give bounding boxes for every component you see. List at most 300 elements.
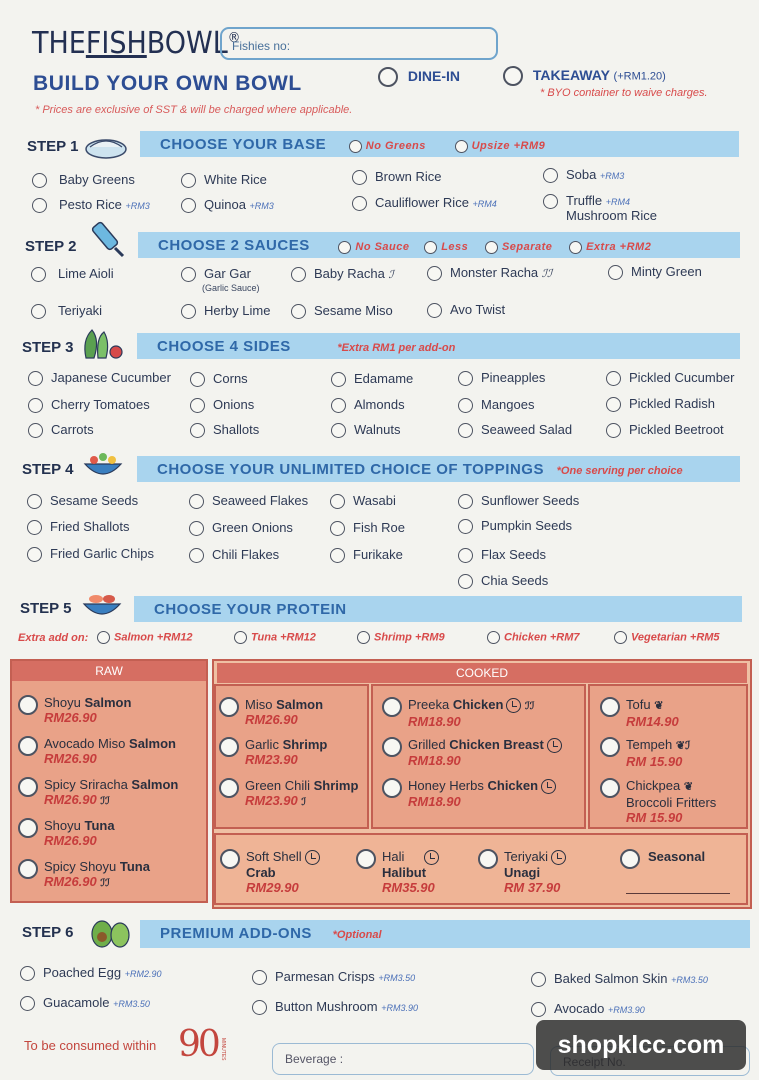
item-prefix: Spicy Sriracha: [44, 777, 132, 792]
separate-radio[interactable]: [485, 241, 498, 254]
radio[interactable]: [20, 966, 35, 981]
topping-seaweed-flakes[interactable]: [189, 493, 308, 509]
option-label: Pickled Radish: [629, 396, 715, 411]
no-sauce-option[interactable]: [338, 241, 409, 253]
sauce-lime-aioli[interactable]: [31, 266, 114, 282]
radio[interactable]: [543, 168, 558, 183]
item-name: Tuna: [119, 859, 150, 874]
clock-icon: [305, 850, 320, 865]
item-line1: Teriyaki: [504, 849, 549, 864]
radio[interactable]: [600, 737, 620, 757]
step2-bar: [138, 232, 740, 258]
side-pineapples[interactable]: [458, 370, 545, 386]
option-label: Green Onions: [212, 520, 293, 535]
raw-spicy-sriracha-salmon[interactable]: [18, 777, 178, 809]
page-title: BUILD YOUR OWN BOWL: [33, 72, 302, 95]
leaf-icon: ❦: [683, 781, 694, 793]
option-label: Baby Greens: [59, 172, 135, 187]
fishies-label: Fishies no:: [232, 39, 291, 53]
radio[interactable]: [620, 849, 640, 869]
seasonal-soft-shell-crab[interactable]: [220, 849, 320, 895]
clock-icon: [506, 698, 521, 713]
side-pickled-beetroot[interactable]: [606, 422, 724, 438]
item-price: RM29.90: [246, 880, 299, 896]
item-price: RM35.90: [382, 880, 435, 896]
cooked-tofu[interactable]: [600, 697, 679, 729]
item-name: Crab: [246, 865, 276, 881]
item-name: Shrimp: [313, 778, 359, 793]
radio[interactable]: [220, 849, 240, 869]
radio[interactable]: [614, 631, 627, 644]
radio[interactable]: [32, 198, 47, 213]
radio[interactable]: [382, 737, 402, 757]
item-name: Halibut: [382, 865, 427, 881]
side-corns[interactable]: [190, 371, 248, 387]
sauce-avo-twist[interactable]: [427, 302, 505, 318]
option-label: Tuna +RM12: [251, 631, 316, 644]
topping-chia-seeds[interactable]: [458, 573, 548, 589]
base-option-pesto-rice[interactable]: [32, 197, 150, 213]
side-pickled-radish[interactable]: [606, 396, 715, 412]
radio[interactable]: [458, 494, 473, 509]
sauce-minty-green[interactable]: [608, 264, 702, 280]
item-price: RM26.90: [44, 751, 97, 766]
radio[interactable]: [31, 304, 46, 319]
upsize-option[interactable]: [455, 140, 546, 152]
separate-option[interactable]: [485, 241, 552, 253]
radio[interactable]: [181, 173, 196, 188]
addon-button-mushroom[interactable]: [252, 999, 418, 1015]
raw-shoyu-tuna[interactable]: [18, 818, 115, 848]
option-label: Pesto Rice: [59, 197, 122, 212]
step3-note: *Extra RM1 per add-on: [337, 342, 456, 354]
no-greens-radio[interactable]: [349, 140, 362, 153]
radio[interactable]: [97, 631, 110, 644]
option-label: Edamame: [354, 371, 414, 386]
radio[interactable]: [356, 849, 376, 869]
upsize-radio[interactable]: [455, 140, 468, 153]
radio[interactable]: [458, 371, 473, 386]
radio[interactable]: [181, 267, 196, 282]
avocado-icon: [86, 915, 132, 949]
radio[interactable]: [458, 423, 473, 438]
toppings-bowl-icon: [82, 448, 124, 480]
option-extra: +RM3.90: [607, 1005, 645, 1015]
item-prefix: Grilled: [408, 737, 450, 752]
item-name: Unagi: [504, 865, 541, 881]
addon-guacamole[interactable]: [20, 995, 150, 1011]
item-price: RM 15.90: [626, 754, 683, 769]
option-label: Shallots: [213, 422, 260, 437]
double-chili-icon: ℐℐ: [100, 796, 110, 807]
cooked-chickpea-broccoli-fritters[interactable]: [600, 778, 716, 825]
extra-add-on-label: Extra add on:: [18, 632, 89, 644]
item-name: Chicken Breast: [449, 737, 544, 752]
no-sauce-radio[interactable]: [338, 241, 351, 254]
logo-the: THE: [32, 26, 86, 61]
extra-sauce-option[interactable]: [569, 241, 651, 253]
radio[interactable]: [31, 267, 46, 282]
radio[interactable]: [28, 371, 43, 386]
topping-pumpkin-seeds[interactable]: [458, 518, 572, 534]
cooked-honey-herbs-chicken[interactable]: [382, 778, 556, 809]
sauce-sesame-miso[interactable]: [291, 303, 393, 319]
double-chili-icon: ℐℐ: [100, 878, 110, 889]
vegetables-icon: [80, 326, 124, 360]
takeaway-extra: (+RM1.20): [613, 70, 666, 83]
protein-bowl-icon: [81, 588, 123, 620]
topping-chili-flakes[interactable]: [189, 547, 279, 563]
item-name: Salmon: [84, 695, 132, 710]
item-prefix: Preeka: [408, 697, 453, 712]
item-price: RM26.90: [44, 833, 97, 848]
cooked-green-chili-shrimp[interactable]: [219, 778, 358, 810]
option-label: Baked Salmon Skin: [554, 971, 668, 986]
chili-icon: ℐ: [388, 269, 394, 281]
item-price: RM18.90: [408, 794, 461, 810]
item-prefix: Shoyu: [44, 818, 85, 833]
option-label: Carrots: [51, 422, 94, 437]
side-edamame[interactable]: [331, 371, 413, 387]
radio[interactable]: [331, 423, 346, 438]
cooked-garlic-shrimp[interactable]: [219, 737, 327, 767]
seasonal-write-line[interactable]: [626, 893, 730, 894]
option-label: Vegetarian +RM5: [631, 631, 720, 644]
radio[interactable]: [606, 371, 621, 386]
extra-radio[interactable]: [569, 241, 582, 254]
radio[interactable]: [18, 695, 38, 715]
sauce-monster-racha[interactable]: [427, 265, 552, 281]
base-option-cauliflower-rice[interactable]: [352, 195, 497, 211]
topping-fish-roe[interactable]: [330, 520, 405, 536]
beverage-label: Beverage :: [285, 1052, 344, 1066]
side-almonds[interactable]: [331, 397, 405, 413]
step3-bar: [137, 333, 740, 359]
option-label: Almonds: [354, 397, 405, 412]
radio[interactable]: [28, 398, 43, 413]
radio[interactable]: [18, 818, 38, 838]
option-label: Cauliflower Rice: [375, 195, 469, 210]
radio[interactable]: [18, 859, 38, 879]
extra-vegetarian-option[interactable]: [614, 631, 720, 644]
radio[interactable]: [190, 423, 205, 438]
item-name: Shrimp: [282, 737, 328, 752]
chili-icon: ℐ: [301, 797, 307, 808]
option-label: Pumpkin Seeds: [481, 518, 573, 533]
takeaway-label: TAKEAWAY: [532, 66, 610, 83]
radio[interactable]: [458, 548, 473, 563]
sauce-herby-lime[interactable]: [181, 303, 270, 319]
base-option-quinoa[interactable]: [181, 197, 274, 213]
item-name: Tofu: [626, 697, 651, 712]
option-label: Brown Rice: [375, 169, 442, 184]
item-prefix: Spicy Shoyu: [44, 859, 120, 874]
item-prefix: Shoyu: [44, 695, 85, 710]
option-label: Chicken +RM7: [504, 631, 580, 644]
radio[interactable]: [606, 423, 621, 438]
dine-in-option[interactable]: [378, 67, 460, 87]
radio[interactable]: [27, 494, 42, 509]
radio[interactable]: [190, 398, 205, 413]
radio[interactable]: [382, 697, 402, 717]
radio[interactable]: [531, 1002, 546, 1017]
option-extra: +RM3.50: [113, 999, 150, 1009]
option-label: Minty Green: [631, 264, 702, 279]
addon-avocado[interactable]: [531, 1001, 645, 1017]
option-label: Quinoa: [204, 197, 246, 212]
option-label: Poached Egg: [43, 965, 122, 980]
topping-wasabi[interactable]: [330, 493, 396, 509]
option-label: Walnuts: [354, 422, 401, 437]
side-onions[interactable]: [190, 397, 254, 413]
option-label: Fish Roe: [353, 520, 406, 535]
option-label: Mangoes: [481, 397, 535, 412]
radio[interactable]: [478, 849, 498, 869]
item-price: RM23.90: [245, 793, 298, 808]
radio[interactable]: [600, 697, 620, 717]
double-chili-icon: ℐℐ: [525, 701, 535, 712]
side-mangoes[interactable]: [458, 397, 534, 413]
radio[interactable]: [32, 173, 47, 188]
radio[interactable]: [20, 996, 35, 1011]
radio[interactable]: [606, 397, 621, 412]
radio[interactable]: [357, 631, 370, 644]
radio[interactable]: [27, 547, 42, 562]
step1-label: STEP 1: [27, 138, 79, 155]
radio[interactable]: [252, 1000, 267, 1015]
consume-within-text: To be consumed within: [24, 1038, 157, 1053]
option-extra: +RM3.50: [671, 975, 708, 985]
takeaway-radio[interactable]: [503, 66, 523, 86]
sauce-teriyaki[interactable]: [31, 303, 102, 319]
base-option-soba[interactable]: [543, 167, 624, 183]
logo-registered: ®: [227, 30, 241, 46]
radio[interactable]: [189, 521, 204, 536]
radio[interactable]: [487, 631, 500, 644]
item-line1: Soft Shell: [246, 849, 302, 864]
item-name: Salmon: [131, 777, 179, 792]
item-name: Broccoli Fritters: [626, 795, 717, 810]
option-label: Soba: [566, 167, 597, 182]
beverage-field[interactable]: [272, 1043, 534, 1075]
step1-bar: [140, 131, 739, 157]
gar-gar-sub: (Garlic Sauce): [202, 283, 260, 293]
item-name: Chicken: [487, 778, 539, 793]
radio[interactable]: [427, 303, 442, 318]
radio[interactable]: [28, 423, 43, 438]
side-cherry-tomatoes[interactable]: [28, 397, 150, 413]
radio[interactable]: [330, 521, 345, 536]
radio[interactable]: [252, 970, 267, 985]
topping-sesame-seeds[interactable]: [27, 493, 138, 509]
prices-note: * Prices are exclusive of SST & will be charged where applicable.: [35, 104, 353, 116]
topping-furikake[interactable]: [330, 547, 403, 563]
radio[interactable]: [291, 267, 306, 282]
item-price: RM14.90: [626, 714, 679, 729]
radio[interactable]: [543, 194, 558, 209]
radio[interactable]: [330, 494, 345, 509]
option-label: Wasabi: [353, 493, 396, 508]
radio[interactable]: [531, 972, 546, 987]
option-label: Avo Twist: [450, 302, 506, 317]
base-option-truffle[interactable]: [543, 193, 630, 209]
step4-bar: [137, 456, 740, 482]
topping-fried-shallots[interactable]: [27, 519, 129, 535]
option-label: Salmon +RM12: [114, 631, 193, 644]
seasonal-option[interactable]: [620, 849, 705, 869]
cooked-grilled-chicken-breast[interactable]: [382, 737, 562, 768]
option-label: Monster Racha: [450, 265, 539, 280]
radio[interactable]: [189, 494, 204, 509]
logo-fish: FISH: [85, 26, 147, 61]
sauce-bottle-icon: [85, 220, 129, 260]
extra-chicken-option[interactable]: [487, 631, 580, 644]
radio[interactable]: [331, 372, 346, 387]
radio[interactable]: [352, 196, 367, 211]
cooked-preeka-chicken[interactable]: [382, 697, 534, 729]
item-name: Salmon: [129, 736, 176, 751]
leaf-chili-icon: ❦ℐ: [675, 740, 691, 752]
radio[interactable]: [458, 398, 473, 413]
base-option-baby-greens[interactable]: [32, 172, 135, 188]
cooked-tempeh[interactable]: [600, 737, 690, 769]
radio[interactable]: [382, 778, 402, 798]
step5-bar: [134, 596, 742, 622]
addon-parmesan-crisps[interactable]: [252, 969, 415, 985]
option-label: Herby Lime: [204, 303, 271, 318]
option-label: Fried Garlic Chips: [50, 546, 155, 561]
topping-sunflower-seeds[interactable]: [458, 493, 579, 509]
radio[interactable]: [219, 778, 239, 798]
radio[interactable]: [18, 736, 38, 756]
no-greens-option[interactable]: [349, 140, 426, 152]
takeaway-option[interactable]: [503, 66, 666, 86]
option-extra: +RM3: [125, 201, 150, 211]
radio[interactable]: [352, 170, 367, 185]
side-carrots[interactable]: [28, 422, 94, 438]
radio[interactable]: [458, 519, 473, 534]
less-sauce-option[interactable]: [424, 241, 468, 253]
addon-poached-egg[interactable]: [20, 965, 161, 981]
item-name: Tempeh: [626, 737, 673, 752]
radio[interactable]: [181, 198, 196, 213]
option-label: Seaweed Salad: [481, 422, 573, 437]
radio[interactable]: [219, 737, 239, 757]
side-seaweed-salad[interactable]: [458, 422, 572, 438]
logo: [32, 26, 240, 61]
item-name: Chicken: [452, 697, 504, 712]
step4-note: *One serving per choice: [556, 465, 683, 477]
item-prefix: Chickpea: [626, 778, 681, 793]
addon-baked-salmon-skin[interactable]: [531, 971, 708, 987]
seasonal-unagi[interactable]: [478, 849, 566, 895]
radio[interactable]: [600, 778, 620, 798]
side-japanese-cucumber[interactable]: [28, 370, 171, 386]
extra-shrimp-option[interactable]: [357, 631, 445, 644]
option-label: Furikake: [353, 547, 403, 562]
topping-flax-seeds[interactable]: [458, 547, 546, 563]
fishies-number-field[interactable]: [220, 27, 498, 60]
sauce-baby-racha[interactable]: [291, 266, 394, 282]
option-extra: +RM3.90: [381, 1003, 419, 1013]
step4-title: CHOOSE YOUR UNLIMITED CHOICE OF TOPPINGS: [157, 461, 544, 478]
radio[interactable]: [27, 520, 42, 535]
option-extra: +RM4: [605, 197, 631, 207]
item-prefix: Garlic: [245, 737, 283, 752]
item-price: RM18.90: [408, 753, 461, 769]
truffle-line2: Mushroom Rice: [566, 208, 658, 223]
side-shallots[interactable]: [190, 422, 259, 438]
less-radio[interactable]: [424, 241, 437, 254]
raw-avocado-miso-salmon[interactable]: [18, 736, 176, 766]
raw-shoyu-salmon[interactable]: [18, 695, 131, 725]
cooked-miso-salmon[interactable]: [219, 697, 323, 727]
option-extra: +RM2.90: [124, 969, 162, 979]
item-price: RM26.90: [245, 712, 298, 727]
radio[interactable]: [330, 548, 345, 563]
item-price: RM23.90: [245, 752, 298, 767]
radio[interactable]: [181, 304, 196, 319]
extra-salmon-option[interactable]: [97, 631, 193, 644]
radio[interactable]: [190, 372, 205, 387]
side-pickled-cucumber[interactable]: [606, 370, 735, 386]
base-option-brown-rice[interactable]: [352, 169, 441, 185]
radio[interactable]: [234, 631, 247, 644]
option-label: Button Mushroom: [275, 999, 378, 1014]
sauce-gar-gar[interactable]: [181, 266, 251, 282]
rice-bowl-icon: [84, 133, 130, 161]
base-option-white-rice[interactable]: [181, 172, 267, 188]
option-label: Sunflower Seeds: [481, 493, 580, 508]
option-label: Seaweed Flakes: [212, 493, 309, 508]
item-price: RM26.90: [44, 710, 97, 725]
option-label: Corns: [213, 371, 248, 386]
option-label: Chia Seeds: [481, 573, 549, 588]
no-sauce-label: No Sauce: [355, 241, 410, 253]
item-price: RM18.90: [408, 714, 461, 729]
raw-spicy-shoyu-tuna[interactable]: [18, 859, 150, 891]
option-label: Lime Aioli: [58, 266, 114, 281]
option-label: Avocado: [554, 1001, 605, 1016]
radio[interactable]: [331, 398, 346, 413]
dine-in-label: DINE-IN: [407, 67, 461, 84]
step3-title: CHOOSE 4 SIDES: [157, 338, 291, 355]
extra-tuna-option[interactable]: [234, 631, 316, 644]
radio[interactable]: [18, 777, 38, 797]
item-price: RM26.90: [44, 874, 97, 889]
dine-in-radio[interactable]: [378, 67, 398, 87]
radio[interactable]: [608, 265, 623, 280]
topping-green-onions[interactable]: [189, 520, 293, 536]
option-label: Parmesan Crisps: [275, 969, 375, 984]
side-walnuts[interactable]: [331, 422, 400, 438]
seasonal-halibut[interactable]: [356, 849, 439, 895]
clock-icon: [551, 850, 566, 865]
option-label: Baby Racha: [314, 266, 385, 281]
radio[interactable]: [189, 548, 204, 563]
option-label: Truffle: [566, 193, 603, 208]
radio[interactable]: [219, 697, 239, 717]
topping-fried-garlic-chips[interactable]: [27, 546, 154, 562]
option-label: Flax Seeds: [481, 547, 547, 562]
item-prefix: Honey Herbs: [408, 778, 488, 793]
radio[interactable]: [291, 304, 306, 319]
option-label: Teriyaki: [58, 303, 103, 318]
radio[interactable]: [458, 574, 473, 589]
item-prefix: Miso: [245, 697, 277, 712]
option-label: Pickled Cucumber: [629, 370, 735, 385]
radio[interactable]: [427, 266, 442, 281]
